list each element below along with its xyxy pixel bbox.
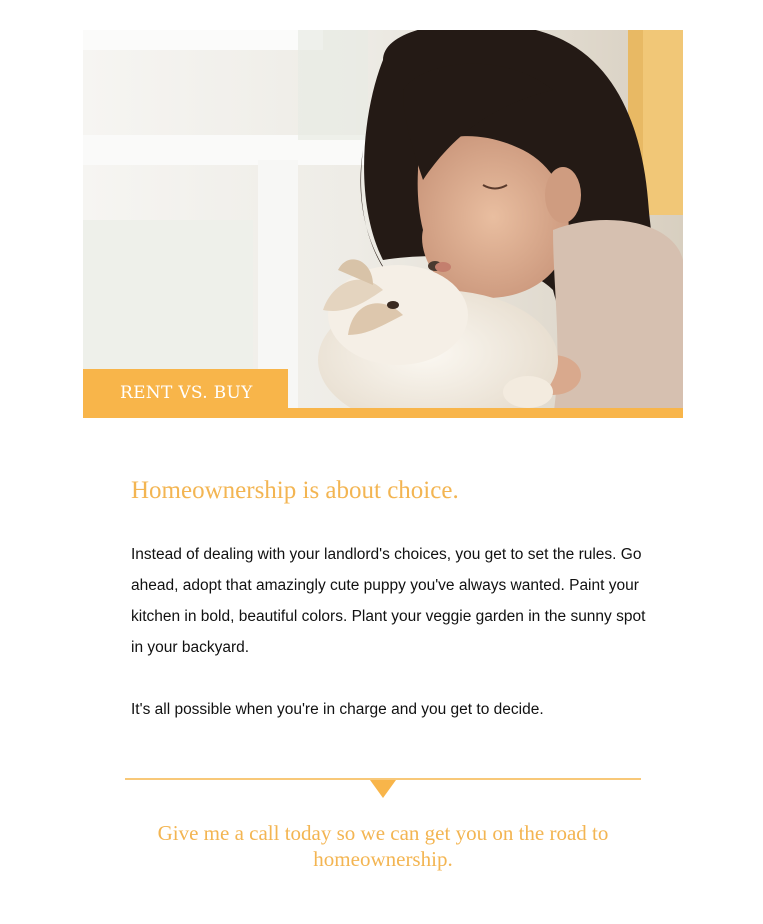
hero-photo — [83, 30, 683, 418]
call-to-action-text: Give me a call today so we can get you on the road to homeownership. — [157, 821, 609, 871]
hero-category-tag: RENT VS. BUY — [83, 369, 288, 418]
article-paragraph: Instead of dealing with your landlord's choices, you get to set the rules. Go ahead, adopt that amazingly cute puppy you've always wanted. Paint your kitchen in bold, beautiful colors. Plant your veggie garden in the sunny spot in your backyard. — [131, 546, 646, 656]
divider-arrow-icon — [370, 780, 396, 798]
article-body — [131, 470, 651, 725]
article-headline: Homeownership is about choice. — [131, 477, 459, 504]
hero-image — [83, 30, 683, 418]
article-paragraph: It's all possible when you're in charge and you get to decide. — [131, 701, 544, 718]
